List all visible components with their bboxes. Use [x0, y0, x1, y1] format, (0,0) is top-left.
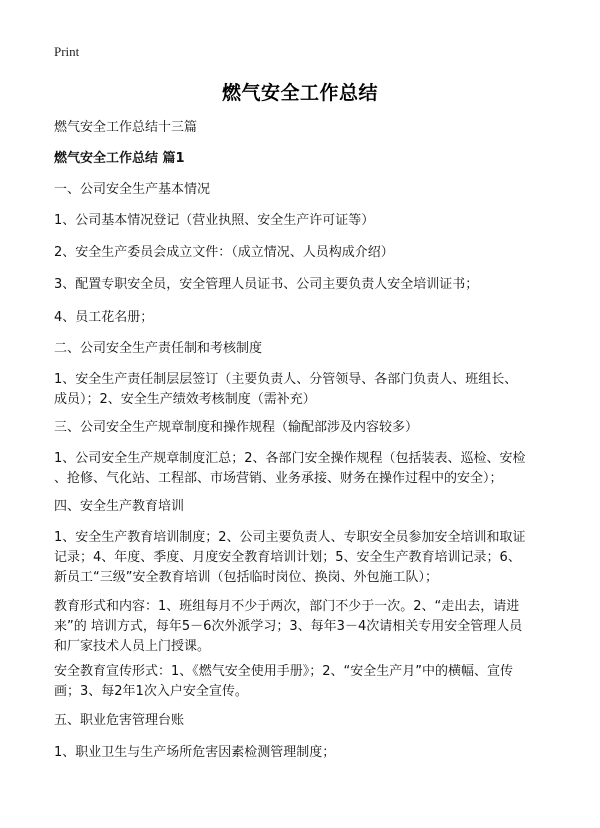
list-item: 2、安全生产委员会成立文件：（成立情况、人员构成介绍） — [54, 245, 394, 260]
heading-regulations: 三、公司安全生产规章制度和操作规程（输配部涉及内容较多） — [54, 420, 419, 435]
paragraph-training — [54, 528, 554, 588]
list-item: 3、配置专职安全员，安全管理人员证书、公司主要负责人安全培训证书； — [54, 277, 479, 292]
print-link[interactable]: Print — [54, 44, 80, 59]
paragraph-education-form — [54, 597, 554, 657]
heading-responsibility: 二、公司安全生产责任制和考核制度 — [54, 341, 263, 356]
section-heading: 燃气安全工作总结 篇1 — [54, 151, 185, 166]
list-item: 1、职业卫生与生产场所危害因素检测管理制度； — [54, 745, 336, 760]
document-title: 燃气安全工作总结 — [221, 82, 378, 104]
list-item: 1、公司基本情况登记（营业执照、安全生产许可证等） — [54, 213, 375, 228]
document-subtitle: 燃气安全工作总结十三篇 — [54, 120, 198, 135]
list-item: 4、员工花名册； — [54, 310, 154, 325]
paragraph-publicity — [54, 662, 554, 702]
paragraph-line: 、抢修、气化站、工程部、市场营销、业务承接、财务在操作过程中的安全）； — [54, 471, 503, 486]
paragraph-line: 来”的 培训方式，每年5－6次外派学习；3、每年3－4次请相关专用安全管理人员 — [54, 619, 523, 634]
heading-basic-info: 一、公司安全生产基本情况 — [54, 182, 211, 197]
paragraph-line: 1、安全生产教育培训制度；2、公司主要负责人、专职安全员参加安全培训和取证 — [54, 530, 526, 545]
paragraph-line: 新员工“三级”安全教育培训（包括临时岗位、换岗、外包施工队）； — [54, 570, 438, 585]
heading-occupational-hazard: 五、职业危害管理台账 — [54, 713, 185, 728]
paragraph-line: 画；3、每2年1次入户安全宣传。 — [54, 684, 248, 699]
paragraph-line: 记录；4、年度、季度、月度安全教育培训计划；5、安全生产教育培训记录；6、 — [54, 550, 521, 565]
paragraph-responsibility — [54, 370, 554, 410]
paragraph-line: 和厂家技术人员上门授课。 — [54, 639, 211, 654]
paragraph-line: 1、公司安全生产规章制度汇总；2、各部门安全操作规程（包括装表、巡检、安检 — [54, 451, 526, 466]
paragraph-line: 成员）；2、安全生产绩效考核制度（需补充） — [54, 392, 316, 407]
paragraph-line: 安全教育宣传形式：1、《燃气安全使用手册》；2、“安全生产月”中的横幅、宣传 — [54, 664, 514, 679]
paragraph-regulations — [54, 449, 554, 489]
paragraph-line: 1、安全生产责任制层层签订（主要负责人、分管领导、各部门负责人、班组长、 — [54, 372, 518, 387]
paragraph-line: 教育形式和内容：1、班组每月不少于两次，部门不少于一次。2、“走出去，请进 — [54, 599, 520, 614]
heading-training: 四、安全生产教育培训 — [54, 499, 185, 514]
